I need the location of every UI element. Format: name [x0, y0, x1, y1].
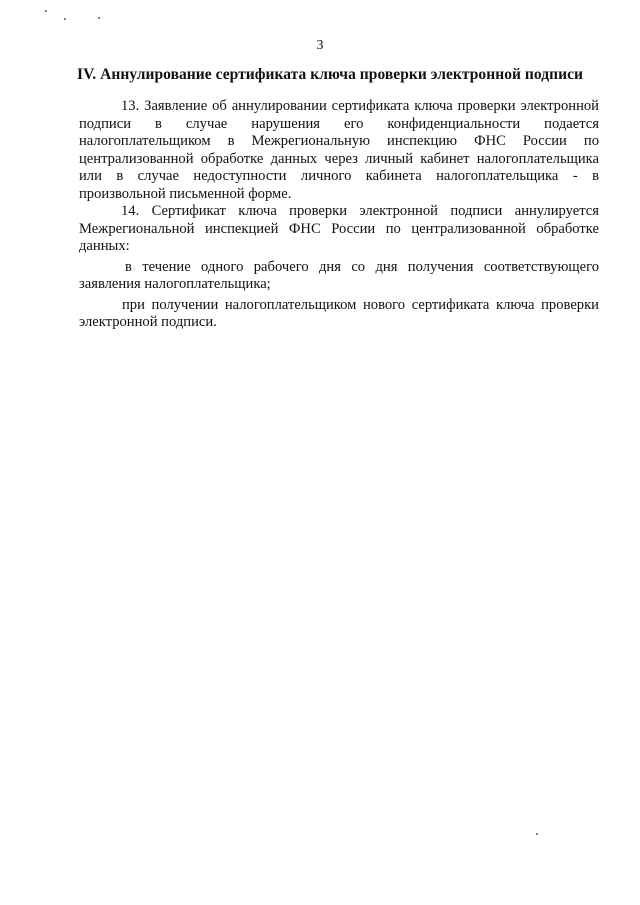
list-item: при получении налогоплательщиком нового сертификата ключа проверки электронной подписи. [79, 296, 599, 330]
paragraph-13: 13. Заявление об аннулировании сертификата ключа проверки электронной подписи в случае нарушения его конфиденциальности подается налогоплательщиком в Межрегиональную инспекцию ФНС России по централизованной обработке данных через личный кабинет налогоплательщика или в случае недоступности личного кабинета налогоплательщика - в произвольной письменной форме. [79, 98, 599, 202]
scan-speck [536, 833, 538, 835]
section-title: IV. Аннулирование сертификата ключа проверки электронной подписи [76, 66, 583, 83]
scan-speck [98, 17, 100, 19]
document-body [79, 98, 599, 332]
scan-speck [45, 10, 47, 12]
page-number: 3 [316, 38, 324, 53]
list-item: в течение одного рабочего дня со дня получения соответствующего заявления налогоплательщика; [79, 258, 599, 292]
paragraph-14: 14. Сертификат ключа проверки электронной подписи аннулируется Межрегиональной инспекцией ФНС России по централизованной обработке данных: [79, 203, 599, 254]
scan-speck [64, 18, 66, 20]
